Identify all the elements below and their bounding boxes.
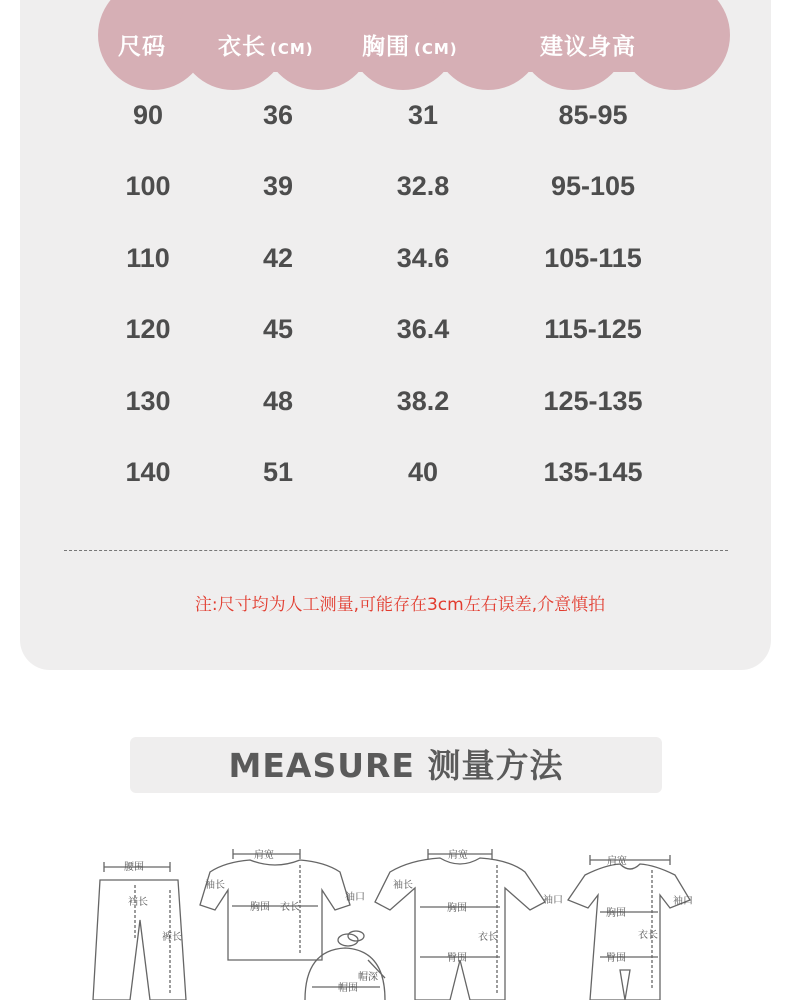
pants-diagram [93,862,186,1000]
cell-size: 140 [125,457,171,487]
label-hat-depth: 帽深 [358,972,378,983]
divider [64,550,728,551]
cell-height: 115-125 [544,314,642,344]
header-length [218,28,314,61]
measurement-diagrams [0,830,790,1000]
measure-section-title [130,737,662,793]
table-row [0,457,790,497]
label-shoulder-3: 肩宽 [607,856,627,867]
cell-length: 45 [262,314,294,344]
measure-title-text: MEASURE 测量方法 [228,746,564,785]
romper-longsleeve-diagram [375,849,545,1000]
cell-size: 110 [126,243,170,273]
label-crotch: 裆长 [128,897,148,908]
cell-height: 85-95 [558,100,628,130]
cell-height: 135-145 [543,457,643,487]
header-size [118,28,166,61]
cell-length: 39 [262,171,294,201]
label-length-2: 衣长 [478,932,498,943]
table-row [0,314,790,354]
disclaimer-note: 注:尺寸均为人工测量,可能存在3cm左右误差,介意慎拍 [194,595,606,615]
header-height-label: 建议身高 [540,34,636,60]
label-cuff-1: 袖口 [345,892,365,903]
cell-size: 90 [132,100,164,130]
label-waist: 腰围 [124,862,144,873]
header-length-unit: (CM) [270,40,314,58]
cell-chest: 32.8 [396,171,450,201]
label-shoulder-1: 肩宽 [254,850,274,861]
header-height [540,28,636,61]
label-cuff-3: 袖口 [673,896,693,907]
header-length-label: 衣长 [218,34,266,60]
cell-size: 100 [125,171,171,201]
table-row [0,386,790,426]
cell-chest: 36.4 [396,314,450,344]
cell-length: 48 [262,386,294,416]
label-sleeve-2: 袖长 [393,880,413,891]
cell-length: 51 [262,457,294,487]
cell-height: 105-115 [544,243,642,273]
label-cuff-2: 袖口 [543,895,563,906]
cell-size: 130 [125,386,171,416]
cell-chest: 40 [407,457,439,487]
header-chest [362,28,458,61]
cell-chest: 34.6 [396,243,450,273]
label-pants-length: 裤长 [162,932,182,943]
label-shoulder-2: 肩宽 [448,850,468,861]
table-row [0,171,790,211]
label-chest-1: 胸围 [250,902,270,913]
cell-chest: 31 [407,100,439,130]
header-chest-unit: (CM) [414,40,458,58]
cell-height: 125-135 [543,386,643,416]
label-hip-2: 臀围 [447,953,467,964]
cell-length: 42 [262,243,294,273]
label-sleeve-1: 袖长 [205,880,225,891]
cell-chest: 38.2 [396,386,450,416]
label-chest-3: 胸围 [606,908,626,919]
longsleeve-diagram [200,849,350,960]
label-length-3: 衣长 [638,930,658,941]
table-row [0,100,790,140]
header-scallop [620,0,730,90]
label-hip-3: 臀围 [606,953,626,964]
label-hat-circ: 帽围 [338,983,358,994]
cell-size: 120 [125,314,171,344]
label-chest-2: 胸围 [447,903,467,914]
label-length-1: 衣长 [280,902,300,913]
cell-length: 36 [262,100,294,130]
header-size-label: 尺码 [118,34,166,60]
header-chest-label: 胸围 [362,34,410,60]
romper-shortsleeve-diagram [568,855,690,1000]
table-row [0,243,790,283]
cell-height: 95-105 [550,171,636,201]
